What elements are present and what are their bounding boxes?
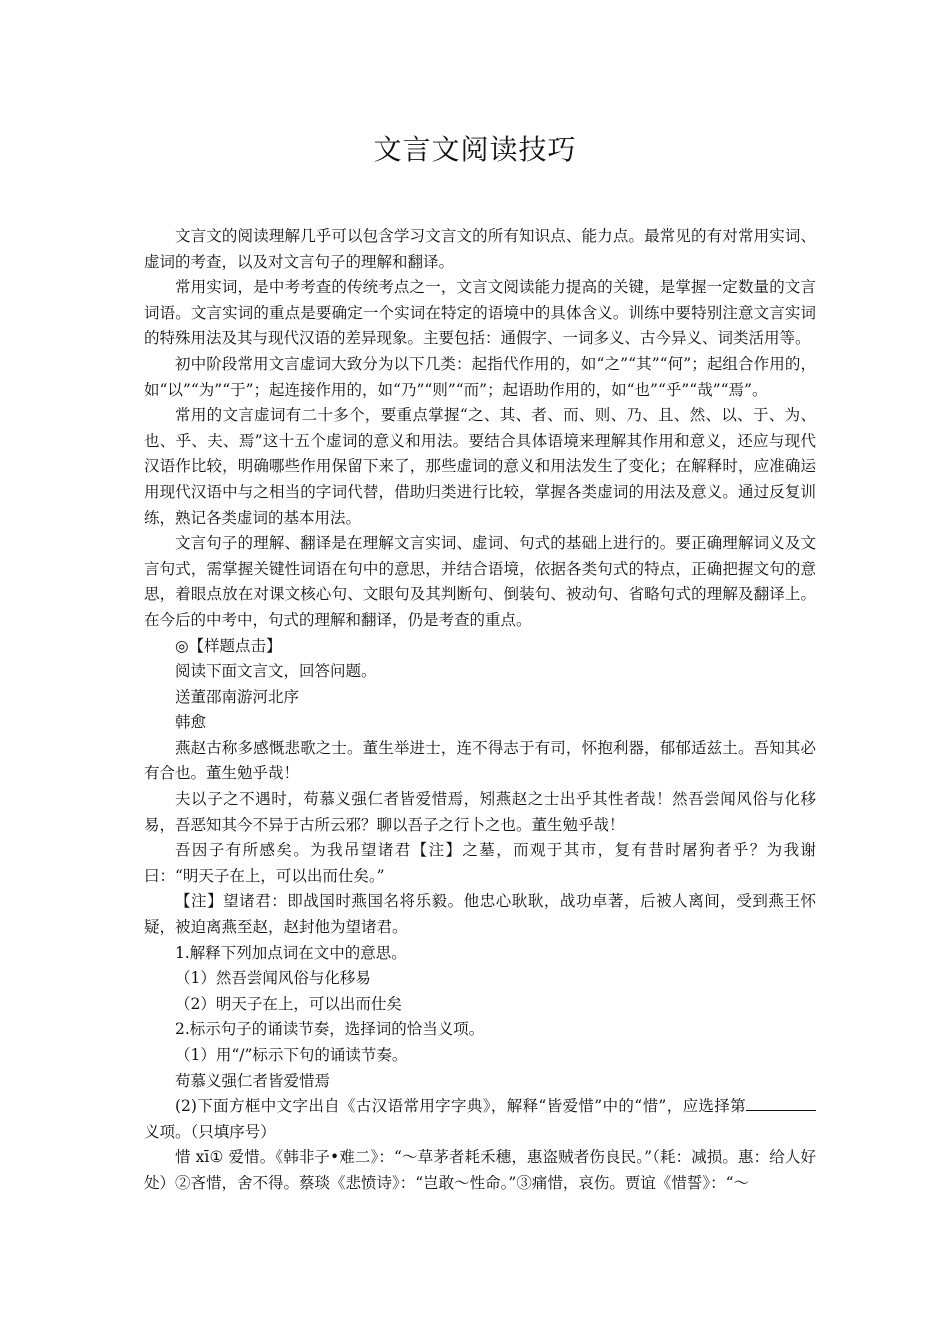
passage-paragraph-2: 夫以子之不遇时，苟慕义强仁者皆爱惜焉，矧燕赵之士出乎其性者哉！然吾尝闻风俗与化移易，吾恶知其今不异于古所云邪？聊以吾子之行卜之也。董生勉乎哉！ [144, 790, 816, 834]
question-1-item-1: （1）然吾尝闻风俗与化移易 [175, 969, 371, 988]
page-title: 文言文阅读技巧 [373, 133, 577, 166]
paragraph-sentence-translation: 文言句子的理解、翻译是在理解文言实词、虚词、句式的基础上进行的。要正确理解词义及文言句式，需掌握关键性词语在句中的意思，并结合语境，依据各类句式的特点，正确把握文句的意思，着眼点放在对课文核心句、文眼句及其判断句、倒装句、被动句、省略句式的理解及翻译上。在今后的中考中，句式的理解和翻译，仍是考查的重点。 [144, 534, 816, 629]
passage-author: 韩愈 [175, 713, 207, 732]
question-2-item-2 [144, 1094, 816, 1145]
instruction-line: 阅读下面文言文，回答问题。 [175, 662, 377, 681]
paragraph-function-word-types: 初中阶段常用文言虚词大致分为以下几类：起指代作用的，如“之”“其”“何”；起组合作用的，如“以”“为”“于”；起连接作用的，如“乃”“则”“而”；起语助作用的，如“也”“乎”“哉”“焉”。 [144, 354, 816, 399]
passage-note: 【注】望诸君：即战国时燕国名将乐毅。他忠心耿耿，战功卓著，后被人离间，受到燕王怀疑，被迫离燕至赵，赵封他为望诸君。 [144, 892, 816, 937]
question-2-item-2-text: (2)下面方框中文字出自《古汉语常用字字典》，解释“皆爱惜”中的“惜”，应选择第 [175, 1097, 746, 1116]
document-body [144, 224, 816, 1197]
answer-blank[interactable] [746, 1096, 816, 1111]
question-2: 2.标示句子的诵读节奏，选择词的恰当义项。 [175, 1020, 485, 1039]
passage-paragraph-3: 吾因子有所感矣。为我吊望诸君【注】之墓，而观于其市，复有昔时屠狗者乎？为我谢曰：“明天子在上，可以出而仕矣。” [144, 841, 816, 885]
paragraph-intro: 文言文的阅读理解几乎可以包含学习文言文的所有知识点、能力点。最常见的有对常用实词、虚词的考查，以及对文言句子的理解和翻译。 [144, 227, 816, 271]
passage-paragraph-1: 燕赵古称多感慨悲歌之士。董生举进士，连不得志于有司，怀抱利器，郁郁适兹土。吾知其必有合也。董生勉乎哉！ [144, 738, 816, 783]
question-2-item-2-suffix: 义项。（只填序号） [144, 1122, 276, 1141]
section-heading-sample: ◎【样题点击】 [175, 636, 282, 655]
dictionary-entry: 惜 xī① 爱惜。《韩非子•难二》：“～草茅者耗禾穗，惠盗贼者伤良民。”（耗：减损。惠：给人好处）②吝惜，舍不得。蔡琰《悲愤诗》：“岂敢～性命。”③痛惜，哀伤。贾谊《惜誓》：“～ [144, 1148, 816, 1192]
question-2-sentence: 苟慕义强仁者皆爱惜焉 [175, 1071, 331, 1090]
question-2-item-1: （1）用“/”标示下句的诵读节奏。 [175, 1046, 408, 1064]
passage-title: 送董邵南游河北序 [175, 687, 300, 706]
paragraph-function-word-usage: 常用的文言虚词有二十多个，要重点掌握“之、其、者、而、则、乃、且、然、以、于、为、也、乎、夫、焉”这十五个虚词的意义和用法。要结合具体语境来理解其作用和意义，还应与现代汉语作比较，明确哪些作用保留下来了，那些虚词的意义和用法发生了变化；在解释时，应准确运用现代汉语中与之相当的字词代替，借助归类进行比较，掌握各类虚词的用法及意义。通过反复训练，熟记各类虚词的基本用法。 [144, 406, 816, 527]
question-1-item-2: （2）明天子在上，可以出而仕矣 [175, 994, 402, 1013]
question-1: 1.解释下列加点词在文中的意思。 [175, 943, 407, 962]
paragraph-content-words: 常用实词，是中考考查的传统考点之一，文言文阅读能力提高的关键，是掌握一定数量的文言词语。文言实词的重点是要确定一个实词在特定的语境中的具体含义。训练中要特别注意文言实词的特殊用法及其与现代汉语的差异现象。主要包括：通假字、一词多义、古今异义、词类活用等。 [144, 278, 816, 348]
